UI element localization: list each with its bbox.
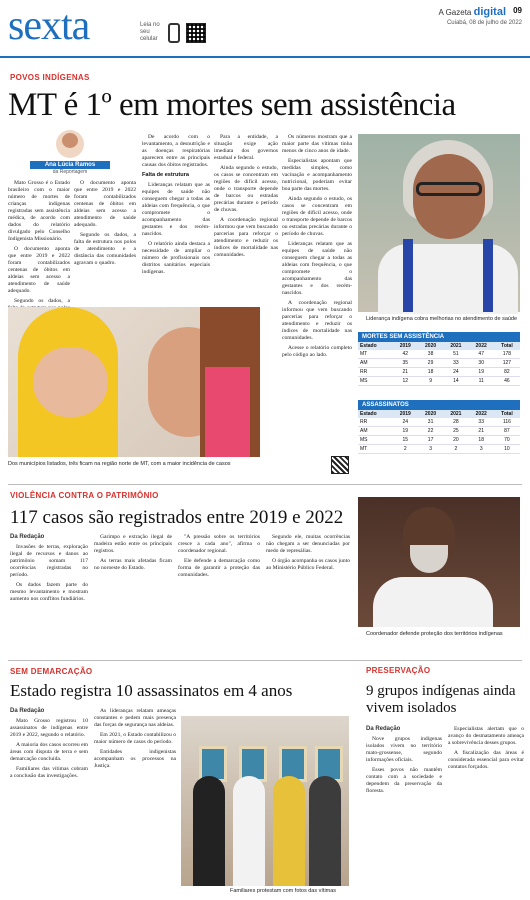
- masthead: [0, 0, 530, 58]
- story1-col3-p1: Para a entidade, a situação exige ação imediata dos governos estadual e federal.: [214, 134, 278, 161]
- table-murders-cell: 22: [418, 427, 443, 436]
- story2-col3: [178, 534, 260, 654]
- report-qr-code-icon[interactable]: [331, 456, 349, 474]
- story1-col2-p1: De acordo com o levantamento, a desnutrição e as doenças respiratórias aparecem entre as principais causas dos óbitos registrados.: [142, 134, 210, 168]
- table-deaths-row: [358, 350, 520, 359]
- table-deaths-header: Estado: [358, 342, 393, 350]
- table-murders-row: [358, 418, 520, 427]
- table-deaths-cell: 35: [393, 359, 418, 368]
- table-deaths-cell: 51: [443, 350, 468, 359]
- table-murders-cell: 25: [443, 427, 468, 436]
- story3-col2-p1: As lideranças relatam ameaças constantes e pedem mais presença das forças de segurança nas aldeias.: [94, 708, 176, 728]
- table-murders-header: Total: [494, 410, 520, 418]
- story2-col3-p1: "A pressão sobre os territórios cresce a cada ano", afirma o coordenador regional.: [178, 534, 260, 554]
- author-box: [30, 130, 110, 175]
- brand: [438, 6, 522, 18]
- table-deaths-header: 2022: [469, 342, 494, 350]
- story2-col2: [94, 534, 172, 654]
- table-murders-cell: MT: [358, 445, 393, 454]
- brand-suffix: digital: [473, 6, 506, 18]
- table-murders-cell: 18: [469, 436, 494, 445]
- table-deaths-cell: MS: [358, 377, 393, 386]
- table-murders-header: 2022: [469, 410, 494, 418]
- story3-headline: Estado registra 10 assassinatos em 4 anos: [10, 681, 293, 700]
- babies-photo-caption: Dos municípios listados, três ficam na região norte de MT, com a maior incidência de casos: [8, 461, 231, 467]
- table-murders-cell: 31: [418, 418, 443, 427]
- mobile-promo: [140, 22, 206, 43]
- story1-col2-p3: O relatório ainda destaca a necessidade de ampliar o número de profissionais nos distritos sanitários especiais indígenas.: [142, 241, 210, 275]
- table-murders-cell: 17: [418, 436, 443, 445]
- story1-col2-repeat: Lideranças relatam que as equipes de saúde não conseguem chegar a todas as aldeias com frequência, o que compromete o acompanhamento das gestantes e dos recém-nascidos.: [282, 241, 352, 296]
- story4-col1-p1: Nove grupos indígenas isolados vivem no território mato-grossense, segundo informações oficiais.: [366, 736, 442, 763]
- story2-col1: [10, 544, 88, 654]
- story4-kicker: PRESERVAÇÃO: [366, 666, 431, 675]
- man-photo: [358, 497, 520, 627]
- story1-col1b-p2: Segundo os dados, a falta de estrutura nos polos de atendimento e a distância das comunidades agravam o quadro.: [74, 232, 136, 266]
- table-murders-row: [358, 445, 520, 454]
- story3-col2-p2: Em 2021, o Estado contabilizou o maior número de casos do período.: [94, 732, 176, 745]
- table-deaths-row: [358, 377, 520, 386]
- story3-col2: [94, 708, 176, 894]
- story1-col3-repeat: Ainda segundo o estudo, os casos se concentram em regiões de difícil acesso, onde o transporte depende de barcos ou estradas precárias durante o período de chuvas.: [282, 196, 352, 237]
- table-murders: [358, 400, 520, 454]
- table-deaths-cell: MT: [358, 350, 393, 359]
- story3-col1-p3: Familiares das vítimas cobram a conclusão das investigações.: [10, 766, 88, 779]
- story1-col4-p2: Especialistas apontam que medidas simples, como vacinação e acompanhamento nutricional, poderiam evitar boa parte das mortes.: [282, 158, 352, 192]
- story3-col2-p3: Entidades indigenistas acompanham os processos na Justiça.: [94, 749, 176, 769]
- masthead-right: [438, 6, 522, 26]
- table-deaths-header: Total: [494, 342, 520, 350]
- story2-kicker: VIOLÊNCIA CONTRA O PATRIMÔNIO: [10, 491, 159, 500]
- table-deaths-header: 2020: [418, 342, 443, 350]
- story1-col1: [8, 180, 70, 302]
- table-deaths-cell: 19: [469, 368, 494, 377]
- table-murders-cell: 2: [443, 445, 468, 454]
- story1-col4-p1: Os números mostram que a maior parte das vítimas tinha menos de cinco anos de idade.: [282, 134, 352, 154]
- divider-2: [8, 660, 522, 661]
- story2-col2-p2: As terras mais afetadas ficam no noroeste do Estado.: [94, 558, 172, 571]
- story1-col3-p2: Ainda segundo o estudo, os casos se concentram em regiões de difícil acesso, onde o transporte depende de barcos ou estradas precárias durante o período de chuvas.: [214, 165, 278, 213]
- story1-col1b-p1: O documento aponta que entre 2019 e 2022 foram contabilizados centenas de óbitos em aldeias sem acesso a atendimento de saúde adequado.: [74, 180, 136, 228]
- story2-col2-p1: Garimpo e extração ilegal de madeira estão entre os principais registros.: [94, 534, 172, 554]
- story2-col4: [266, 534, 350, 654]
- table-deaths-cell: 24: [443, 368, 468, 377]
- author-sub: da Reportagem: [52, 169, 88, 175]
- story1-col2-p2: Lideranças relatam que as equipes de saúde não conseguem chegar a todas as aldeias com frequência, o que compromete o acompanhamento das gestantes e dos recém-nascidos.: [142, 182, 210, 237]
- table-deaths-cell: AM: [358, 359, 393, 368]
- author-name: Ana Lúcia Ramos: [30, 161, 110, 169]
- story2-col1-p1: Invasões de terras, exploração ilegal de recursos e danos ao patrimônio somam 117 ocorrências registradas no período.: [10, 544, 88, 578]
- story1-intertitle: Falta de estrutura: [142, 172, 189, 178]
- story2-credit: Da Redação: [10, 534, 45, 540]
- table-deaths-cell: 82: [494, 368, 520, 377]
- table-murders-row: [358, 436, 520, 445]
- table-deaths-cell: 47: [469, 350, 494, 359]
- story4-headline: 9 grupos indígenas ainda vivem isolados: [366, 683, 516, 716]
- story2-col1-p2: Os dados fazem parte do mesmo levantamento e mostram aumento nos conflitos fundiários.: [10, 582, 88, 602]
- story1-col3-repeat2: A coordenação regional informou que vem buscando parcerias para reforçar o atendimento e reduzir os índices de mortalidade nas comunidades.: [282, 300, 352, 341]
- phone-icon: [168, 23, 180, 43]
- table-deaths: [358, 332, 520, 386]
- table-deaths-cell: 12: [393, 377, 418, 386]
- story3-kicker: SEM DEMARCAÇÃO: [10, 667, 93, 676]
- story2-col4-p2: O órgão acompanha os casos junto ao Ministério Público Federal.: [266, 558, 350, 571]
- table-murders-cell: 19: [393, 427, 418, 436]
- table-murders-cell: 24: [393, 418, 418, 427]
- mobile-promo-text: Leia no seu celular: [140, 22, 160, 42]
- author-avatar: [56, 130, 84, 158]
- table-murders-cell: 3: [469, 445, 494, 454]
- babies-photo: [8, 307, 260, 457]
- story2-col3-p2: Ele defende a demarcação como forma de garantir a proteção das comunidades.: [178, 558, 260, 578]
- section-title: sexta: [8, 3, 90, 49]
- story4-col1: [366, 736, 442, 892]
- story1-col1b: [74, 180, 136, 302]
- table-deaths-cell: 21: [393, 368, 418, 377]
- table-murders-header: 2019: [393, 410, 418, 418]
- woman-photo-caption: Liderança indígena cobra melhorias no atendimento de saúde: [366, 316, 518, 322]
- protest-photo-caption: Familiares protestam com fotos das vítimas: [230, 888, 337, 894]
- story1-col1-p1: Mato Grosso é o Estado brasileiro com o maior número de mortes de crianças indígenas registradas sem assistência médica, de acordo com dados do relatório divulgado pelo Conselho Indigenista Missionário.: [8, 180, 70, 242]
- divider: [8, 484, 522, 485]
- table-murders-cell: MS: [358, 436, 393, 445]
- story3-col1: [10, 718, 88, 894]
- story1-col2: [142, 134, 210, 302]
- table-murders-cell: 70: [494, 436, 520, 445]
- table-deaths-cell: 11: [469, 377, 494, 386]
- story1-col1-p3: Segundo os dados, a: [14, 298, 70, 304]
- man-photo-caption: Coordenador defende proteção dos territórios indígenas: [366, 631, 503, 637]
- story3-col1-p2: A maioria dos casos ocorreu em áreas com disputa de terra e sem demarcação concluída.: [10, 742, 88, 762]
- story1-col4: [282, 134, 352, 452]
- qr-code-icon: [186, 23, 206, 43]
- table-murders-title: ASSASSINATOS: [358, 400, 520, 410]
- table-murders-cell: 10: [494, 445, 520, 454]
- table-deaths-cell: 46: [494, 377, 520, 386]
- table-murders-cell: RR: [358, 418, 393, 427]
- protest-photo: [181, 716, 349, 886]
- table-murders-cell: 15: [393, 436, 418, 445]
- table-murders-header: 2020: [418, 410, 443, 418]
- table-deaths-cell: 30: [469, 359, 494, 368]
- story1-col1-p2: O documento aponta que entre 2019 e 2022 foram contabilizados centenas de óbitos em aldeias sem acesso a atendimento de saúde adequado.: [8, 246, 70, 294]
- woman-photo: [358, 134, 520, 312]
- table-murders-cell: 3: [418, 445, 443, 454]
- issue-date: Cuiabá, 08 de julho de 2022: [446, 20, 522, 26]
- table-murders-cell: 2: [393, 445, 418, 454]
- table-deaths-cell: 38: [418, 350, 443, 359]
- brand-prefix: A Gazeta: [438, 8, 472, 17]
- table-deaths-cell: 127: [494, 359, 520, 368]
- table-deaths-cell: 18: [418, 368, 443, 377]
- table-murders-cell: 21: [469, 427, 494, 436]
- story2-headline: 117 casos são registrados entre 2019 e 2022: [10, 507, 344, 528]
- table-murders-row: [358, 427, 520, 436]
- story1-col4-p3: Acesse o relatório completo pelo código ao lado.: [282, 345, 352, 358]
- table-deaths-cell: 42: [393, 350, 418, 359]
- table-murders-header: 2021: [443, 410, 468, 418]
- story1-kicker: POVOS INDÍGENAS: [10, 73, 90, 82]
- story4-credit: Da Redação: [366, 726, 401, 732]
- page-number: 09: [513, 6, 522, 15]
- table-deaths-cell: 14: [443, 377, 468, 386]
- table-deaths-cell: RR: [358, 368, 393, 377]
- table-murders-cell: 20: [443, 436, 468, 445]
- table-murders-header: Estado: [358, 410, 393, 418]
- table-murders-cell: 28: [443, 418, 468, 427]
- table-murders-cell: 116: [494, 418, 520, 427]
- table-deaths-row: [358, 368, 520, 377]
- table-deaths-cell: 29: [418, 359, 443, 368]
- table-murders-cell: AM: [358, 427, 393, 436]
- story3-col1-p1: Mato Grosso registrou 10 assassinatos de indígenas entre 2019 e 2022, segundo o relatório.: [10, 718, 88, 738]
- story1-col3: [214, 134, 278, 302]
- table-deaths-header: 2019: [393, 342, 418, 350]
- story4-col2-p2: A fiscalização das áreas é considerada essencial para evitar contatos forçados.: [448, 750, 524, 770]
- table-deaths-header: 2021: [443, 342, 468, 350]
- story4-col2-p1: Especialistas alertam que o avanço do desmatamento ameaça a sobrevivência desses grupos.: [448, 726, 524, 746]
- story2-col4-p1: Segundo ele, muitas ocorrências não chegam a ser denunciadas por medo de represálias.: [266, 534, 350, 554]
- table-deaths-row: [358, 359, 520, 368]
- table-murders-cell: 87: [494, 427, 520, 436]
- table-deaths-title: MORTES SEM ASSISTÊNCIA: [358, 332, 520, 342]
- table-deaths-cell: 9: [418, 377, 443, 386]
- story3-credit: Da Redação: [10, 708, 45, 714]
- story4-col1-p2: Esses povos não mantêm contato com a sociedade e dependem da preservação da floresta.: [366, 767, 442, 794]
- table-deaths-cell: 178: [494, 350, 520, 359]
- table-deaths-cell: 33: [443, 359, 468, 368]
- story1-headline: MT é 1º em mortes sem assistência: [8, 87, 456, 123]
- story1-col3-p3: A coordenação regional informou que vem buscando parcerias para reforçar o atendimento e reduzir os índices de mortalidade nas comunidades.: [214, 217, 278, 258]
- table-murders-cell: 33: [469, 418, 494, 427]
- story4-col2: [448, 726, 524, 892]
